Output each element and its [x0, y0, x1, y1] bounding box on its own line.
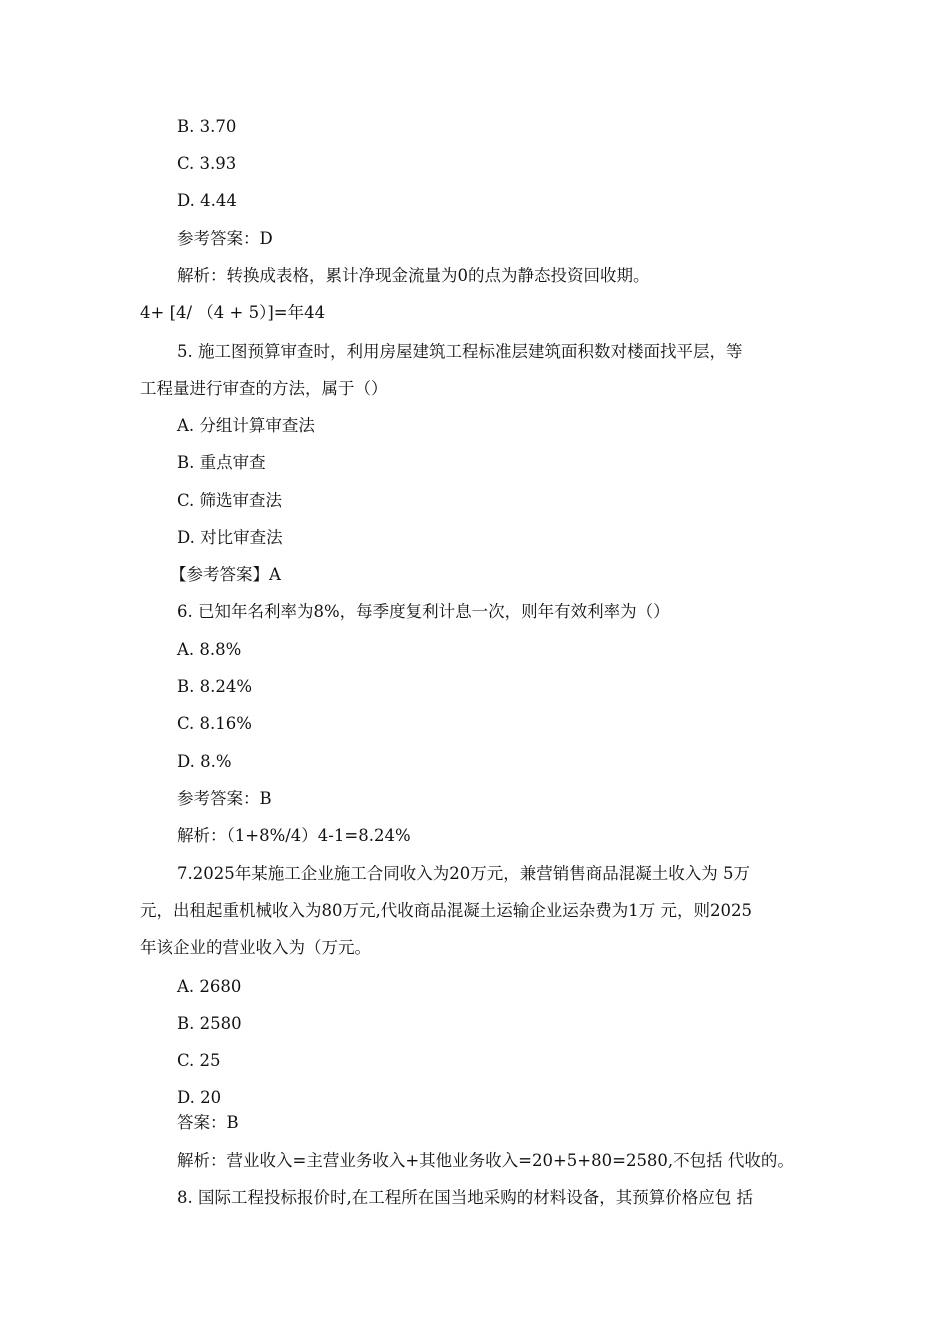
q5-option-d: D. 对比审查法 [177, 528, 283, 547]
q5-option-c: C. 筛选审查法 [177, 491, 283, 510]
analysis-prev: 解析：转换成表格，累计净现金流量为0的点为静态投资回收期。 [177, 266, 650, 285]
answer-prev: 参考答案：D [177, 229, 273, 248]
option-d-prev: D. 4.44 [177, 191, 237, 210]
q7-option-b: B. 2580 [177, 1014, 242, 1033]
question-6: 6. 已知年名利率为8%，每季度复利计息一次，则年有效利率为（） [177, 602, 670, 621]
question-8: 8. 国际工程投标报价时,在工程所在国当地采购的材料设备，其预算价格应包 括 [177, 1188, 753, 1207]
question-7-line3: 年该企业的营业收入为（万元。 [140, 938, 371, 957]
q7-analysis: 解析：营业收入=主营业务收入+其他业务收入=20+5+80=2580,不包括 代收的。 [177, 1151, 794, 1170]
q7-answer: 答案：B [177, 1113, 239, 1132]
q5-option-a: A. 分组计算审查法 [177, 416, 315, 435]
question-7-line2: 元，出租起重机械收入为80万元,代收商品混凝土运输企业运杂费为1万 元，则2025 [140, 901, 752, 920]
q6-answer: 参考答案：B [177, 789, 272, 808]
formula-line: 4+ [4/ （4 + 5）]=年44 [140, 303, 326, 322]
q6-option-a: A. 8.8% [177, 640, 242, 659]
q5-option-b: B. 重点审查 [177, 453, 266, 472]
question-7-line1: 7.2025年某施工企业施工合同收入为20万元，兼营销售商品混凝土收入为 5万 [177, 864, 750, 883]
q6-option-b: B. 8.24% [177, 677, 253, 696]
question-5-line1: 5. 施工图预算审查时，利用房屋建筑工程标准层建筑面积数对楼面找平层，等 [177, 342, 743, 361]
q6-option-d: D. 8.% [177, 752, 232, 771]
q6-analysis: 解析：（1+8%/4）4-1=8.24% [177, 826, 411, 845]
option-c-prev: C. 3.93 [177, 154, 237, 173]
q6-option-c: C. 8.16% [177, 714, 252, 733]
q5-answer: 【参考答案】A [170, 565, 281, 584]
q7-option-d: D. 20 [177, 1088, 222, 1107]
q7-option-a: A. 2680 [177, 977, 242, 996]
q7-option-c: C. 25 [177, 1051, 221, 1070]
option-b-prev: B. 3.70 [177, 117, 237, 136]
question-5-line2: 工程量进行审查的方法，属于（） [140, 379, 388, 398]
